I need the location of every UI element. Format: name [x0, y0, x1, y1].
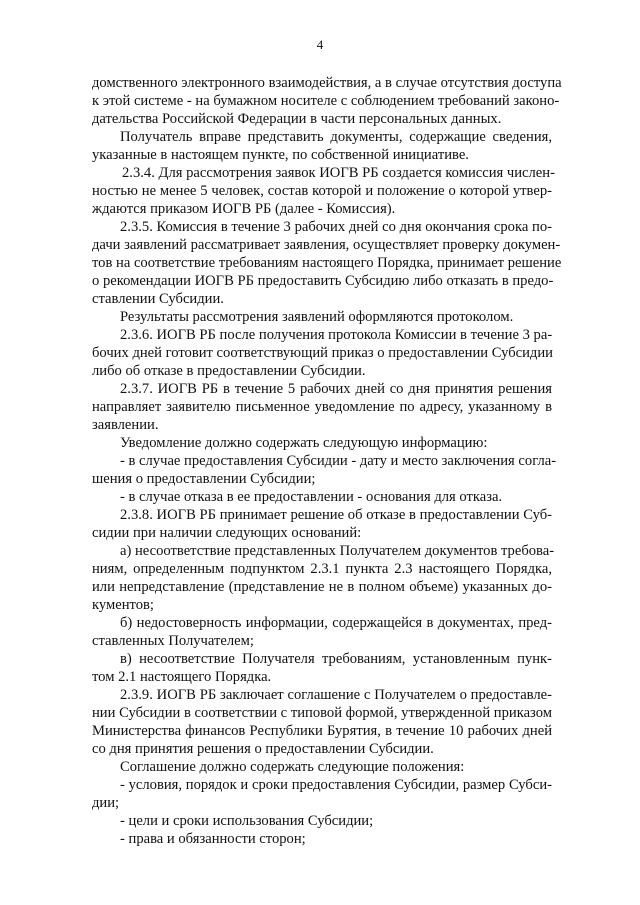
text-line: 2.3.4. Для рассмотрения заявок ИОГВ РБ создается комиссия числен-: [122, 165, 555, 181]
text-line: сидии при наличии следующих оснований:: [92, 525, 362, 541]
text-line: ностью не менее 5 человек, состав которой и положение о которой утвер-: [92, 183, 552, 199]
text-line: ставлении Субсидии.: [92, 291, 224, 307]
text-line: б) недостоверность информации, содержащейся в документах, пред-: [120, 615, 552, 631]
text-line: со дня принятия решения о предоставлении Субсидии.: [92, 741, 434, 757]
text-line: 2.3.9. ИОГВ РБ заключает соглашение с Получателем о предоставле-: [120, 687, 552, 703]
text-line: - условия, порядок и сроки предоставления Субсидии, размер Субси-: [120, 777, 552, 793]
text-line: том 2.1 настоящего Порядка.: [92, 669, 272, 685]
text-line: ставленных Получателем;: [92, 633, 254, 649]
text-line: 2.3.8. ИОГВ РБ принимает решение об отказе в предоставлении Суб-: [120, 507, 552, 523]
text-line: кументов;: [92, 597, 154, 613]
text-line: 2.3.6. ИОГВ РБ после получения протокола Комиссии в течение 3 ра-: [120, 327, 553, 343]
text-line: ниям, определенным подпунктом 2.3.1 пункта 2.3 настоящего Порядка,: [92, 561, 552, 577]
text-line: Получатель вправе представить документы, содержащие сведения,: [120, 129, 552, 145]
text-line: Министерства финансов Республики Бурятия, в течение 10 рабочих дней: [92, 723, 552, 739]
text-line: домственного электронного взаимодействия, а в случае отсутствия доступа: [92, 75, 562, 91]
text-line: в) несоответствие Получателя требованиям, установленным пунк-: [120, 651, 552, 667]
text-line: дательства Российской Федерации в части персональных данных.: [92, 111, 502, 127]
text-line: к этой системе - на бумажном носителе с соблюдением требований законо-: [92, 93, 560, 109]
body-text: [92, 74, 562, 848]
text-line: или непредставление (представление не в полном объеме) указанных до-: [92, 579, 552, 595]
text-line: либо об отказе в предоставлении Субсидии.: [92, 363, 366, 379]
text-line: дии;: [92, 795, 120, 811]
text-line: тов на соответствие требованиям настоящего Порядка, принимает решение: [92, 255, 562, 271]
text-line: указанные в настоящем пункте, по собственной инициативе.: [92, 147, 469, 163]
text-line: ждаются приказом ИОГВ РБ (далее - Комиссия).: [92, 201, 396, 217]
text-line: а) несоответствие представленных Получателем документов требова-: [120, 543, 555, 559]
text-line: 2.3.7. ИОГВ РБ в течение 5 рабочих дней со дня принятия решения: [120, 381, 552, 397]
text-line: - в случае отказа в ее предоставлении - основания для отказа.: [120, 489, 503, 505]
text-line: - в случае предоставления Субсидии - дату и место заключения согла-: [120, 453, 557, 469]
text-line: Уведомление должно содержать следующую информацию:: [120, 435, 488, 451]
text-line: 2.3.5. Комиссия в течение 3 рабочих дней со дня окончания срока по-: [120, 219, 552, 235]
text-line: - права и обязанности сторон;: [120, 831, 306, 847]
text-line: направляет заявителю письменное уведомление по адресу, указанному в: [92, 399, 552, 415]
text-line: дачи заявлений рассматривает заявления, осуществляет проверку докумен-: [92, 237, 561, 253]
text-line: шения о предоставлении Субсидии;: [92, 471, 316, 487]
text-line: Соглашение должно содержать следующие положения:: [120, 759, 465, 775]
text-line: нии Субсидии в соответствии с типовой формой, утвержденной приказом: [92, 705, 552, 721]
text-line: заявлении.: [92, 417, 159, 433]
page-number: 4: [316, 37, 324, 52]
text-line: Результаты рассмотрения заявлений оформляются протоколом.: [120, 309, 514, 325]
text-line: о рекомендации ИОГВ РБ предоставить Субсидию либо отказать в предо-: [92, 273, 554, 289]
text-line: - цели и сроки использования Субсидии;: [120, 813, 374, 829]
text-line: бочих дней готовит соответствующий приказ о предоставлении Субсидии: [92, 345, 553, 361]
